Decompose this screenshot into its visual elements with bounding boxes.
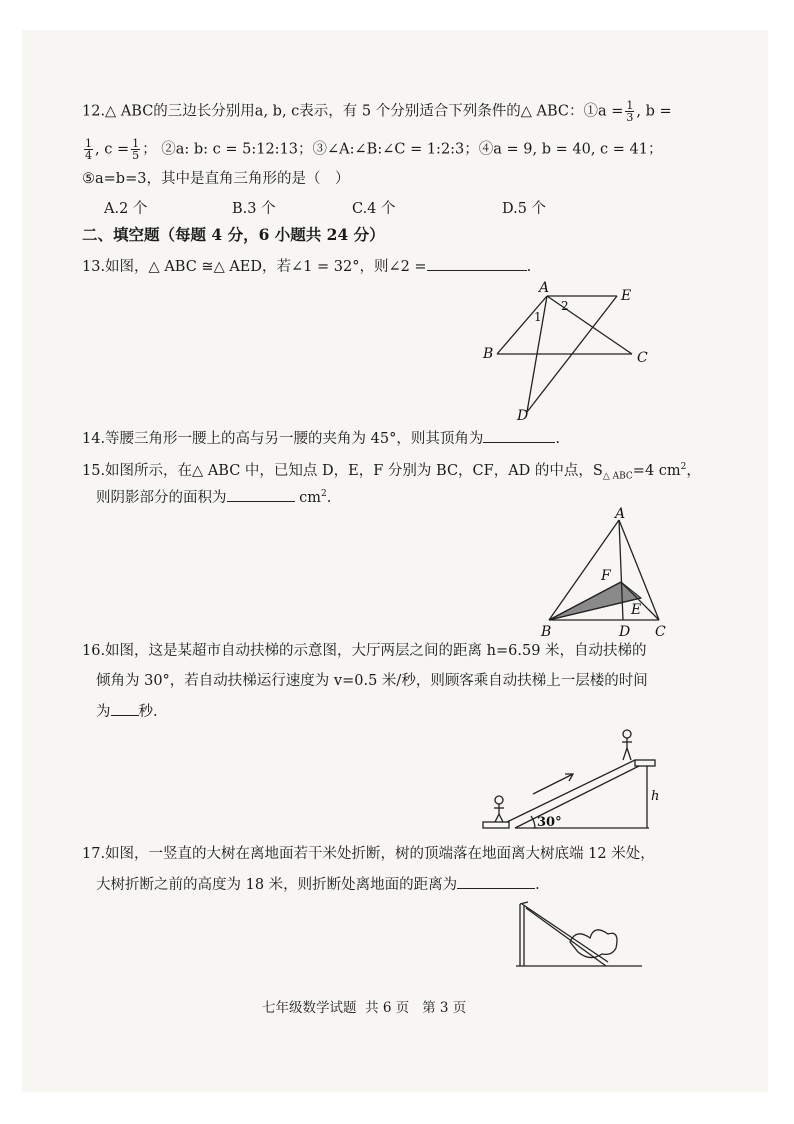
q17-line1: 17.如图，一竖直的大树在离地面若干米处折断，树的顶端落在地面离大树底端 12 米处， [82,846,655,862]
q12-option-a: A.2 个 [104,201,148,217]
answer-blank-15[interactable] [227,487,295,502]
label-A: A [615,506,626,522]
q16-diagram [477,720,677,840]
q15-diagram [537,506,677,640]
label-B: B [541,624,552,640]
exam-page [22,30,768,1092]
q12-option-d: D.5 个 [502,201,547,217]
label-A: A [539,280,550,296]
q15-line2: 则阴影部分的面积为 $cm^2$. [96,485,331,507]
q12-line1: 12.△ ABC的三边长分别用a, b, c表示，有 5 个分别适合下列条件的△ ABC：①a = $\frac{1}{3}$ , b = [82,99,672,124]
section-title: 二、填空题（每题 4 分，6 小题共 24 分） [82,225,385,244]
footer-page: 第 3 页 [422,1000,467,1016]
label-E: E [621,288,632,304]
q13-diagram [477,280,667,424]
q16-line3: 为 秒. [96,701,158,721]
footer-total: 共 6 页 [365,1000,410,1016]
height-label: h [651,789,660,804]
q16-line1: 16.如图，这是某超市自动扶梯的示意图，大厅两层之间的距离 h=6.59 米，自动扶梯的 [82,643,647,659]
label-D: D [619,624,631,640]
q14-text: 14.等腰三角形一腰上的高与另一腰的夹角为 45°，则其顶角为 . [82,428,560,448]
fraction-a: $\frac{1}{3}$ [626,99,634,124]
q12-line2: $\frac{1}{4}$ , c = $\frac{1}{5}$ ； ②a: b: c = 5:12:13；③∠A:∠B:∠C = 1:2:3；④a = 9, b = 40, c = 41； [85,137,663,162]
answer-blank-16[interactable] [111,701,139,716]
label-B: B [483,346,494,362]
q16-line2: 倾角为 30°，若自动扶梯运行速度为 v=0.5 米/秒，则顾客乘自动扶梯上一层楼的时间 [96,673,648,689]
label-C: C [655,624,666,640]
label-F: F [601,568,611,584]
angle-2-label: 2 [561,299,569,313]
answer-blank-14[interactable] [483,428,555,443]
label-C: C [637,350,648,366]
label-E: E [631,602,642,618]
answer-blank-17[interactable] [457,874,535,889]
label-D: D [517,408,529,424]
q12-line3: ⑤a=b=3，其中是直角三角形的是（ ） [82,171,350,187]
q12-option-c: C.4 个 [352,201,396,217]
footer [262,996,466,1016]
q17-line2: 大树折断之前的高度为 18 米，则折断处离地面的距离为 . [96,874,540,894]
answer-blank-13[interactable] [427,256,527,271]
angle-label: 30° [537,815,562,830]
q15-line1: 15.如图所示，在△ ABC 中，已知点 D，E，F 分别为 BC，CF，AD 的中点，$S_{\triangle ABC}=4$ $cm^2$， [82,462,701,482]
q12-option-b: B.3 个 [232,201,276,217]
fraction-b: $\frac{1}{4}$ [85,137,92,162]
footer-title: 七年级数学试题 [262,1000,357,1016]
fraction-c: $\frac{1}{5}$ [132,137,140,162]
q13-text: 13.如图，△ ABC ≅△ AED，若∠1 = 32°，则∠2 = . [82,256,531,276]
angle-1-label: 1 [534,310,542,324]
q17-diagram [512,896,652,971]
